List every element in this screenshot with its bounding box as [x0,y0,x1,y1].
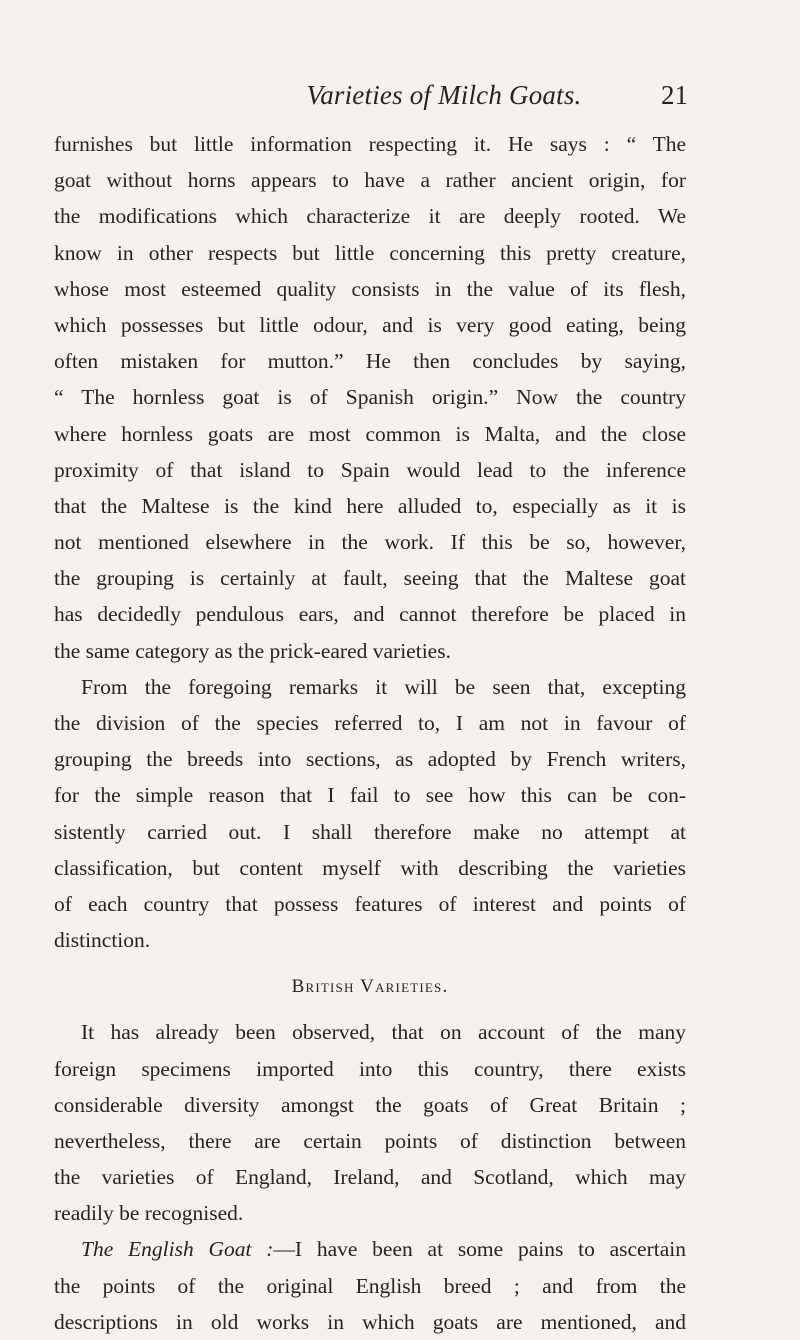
text-line: has decidedly pendulous ears, and cannot therefore be placed in [54,602,686,627]
text-line: nevertheless, there are certain points of distinction between [54,1128,686,1153]
text-line: that the Maltese is the kind here alluded to, especially as it is [54,493,686,518]
text-line: classification, but content myself with describing the varieties [54,855,686,880]
text-line: goat without horns appears to have a rather ancient origin, for [54,168,686,193]
text-line: which possesses but little odour, and is very good eating, being [54,312,686,337]
text-line: the varieties of England, Ireland, and Scotland, which may [54,1165,686,1190]
text-line: It has already been observed, that on account of the many [81,1020,686,1045]
text-line: whose most esteemed quality consists in the value of its flesh, [54,276,686,301]
text-line: proximity of that island to Spain would lead to the inference [54,457,686,482]
text-line: readily be recognised. [54,1201,244,1226]
running-title: Varieties of Milch Goats. [306,80,582,110]
text-line: descriptions in old works in which goats are mentioned, and [54,1309,686,1334]
text-line: the points of the original English breed ; and from the [54,1273,686,1298]
text-line: furnishes but little information respecting it. He says : “ The [54,132,686,156]
text-line: the grouping is certainly at fault, seeing that the Maltese goat [54,566,686,591]
running-head [200,78,688,112]
paragraph-2 [54,669,686,959]
text-line: From the foregoing remarks it will be seen that, excepting [81,674,686,699]
text-line: distinction. [54,928,151,953]
page-number: 21 [661,80,688,110]
section-heading: British Varieties. [291,976,449,998]
text-line: the division of the species referred to, I am not in favour of [54,711,686,735]
paragraph-3 [54,1014,686,1231]
subsection-lead: The English Goat : [81,1237,274,1262]
text-line: not mentioned elsewhere in the work. If this be so, however, [54,530,686,555]
text-line: for the simple reason that I fail to see how this can be con- [54,783,686,808]
text-line: foreign specimens imported into this country, there exists [54,1056,686,1081]
text-run: —I have been at some pains to ascertain [273,1237,686,1262]
text-line: where hornless goats are most common is Malta, and the close [54,421,686,446]
paragraph-1 [54,126,686,669]
text-line: often mistaken for mutton.” He then concludes by saying, [54,349,686,374]
text-line: sistently carried out. I shall therefore make no attempt at [54,819,686,844]
text-line: grouping the breeds into sections, as adopted by French writers, [54,747,686,772]
text-line: “ The hornless goat is of Spanish origin.” Now the country [54,385,686,410]
text-line: considerable diversity amongst the goats of Great Britain ; [54,1092,686,1117]
text-line: know in other respects but little concerning this pretty creature, [54,240,686,265]
body-text [54,126,686,1340]
text-line [54,1231,686,1267]
text-line: the same category as the prick-eared varieties. [54,638,451,663]
paragraph-4 [54,1231,686,1340]
text-line: of each country that possess features of interest and points of [54,891,686,916]
text-line: the modifications which characterize it are deeply rooted. We [54,204,686,229]
